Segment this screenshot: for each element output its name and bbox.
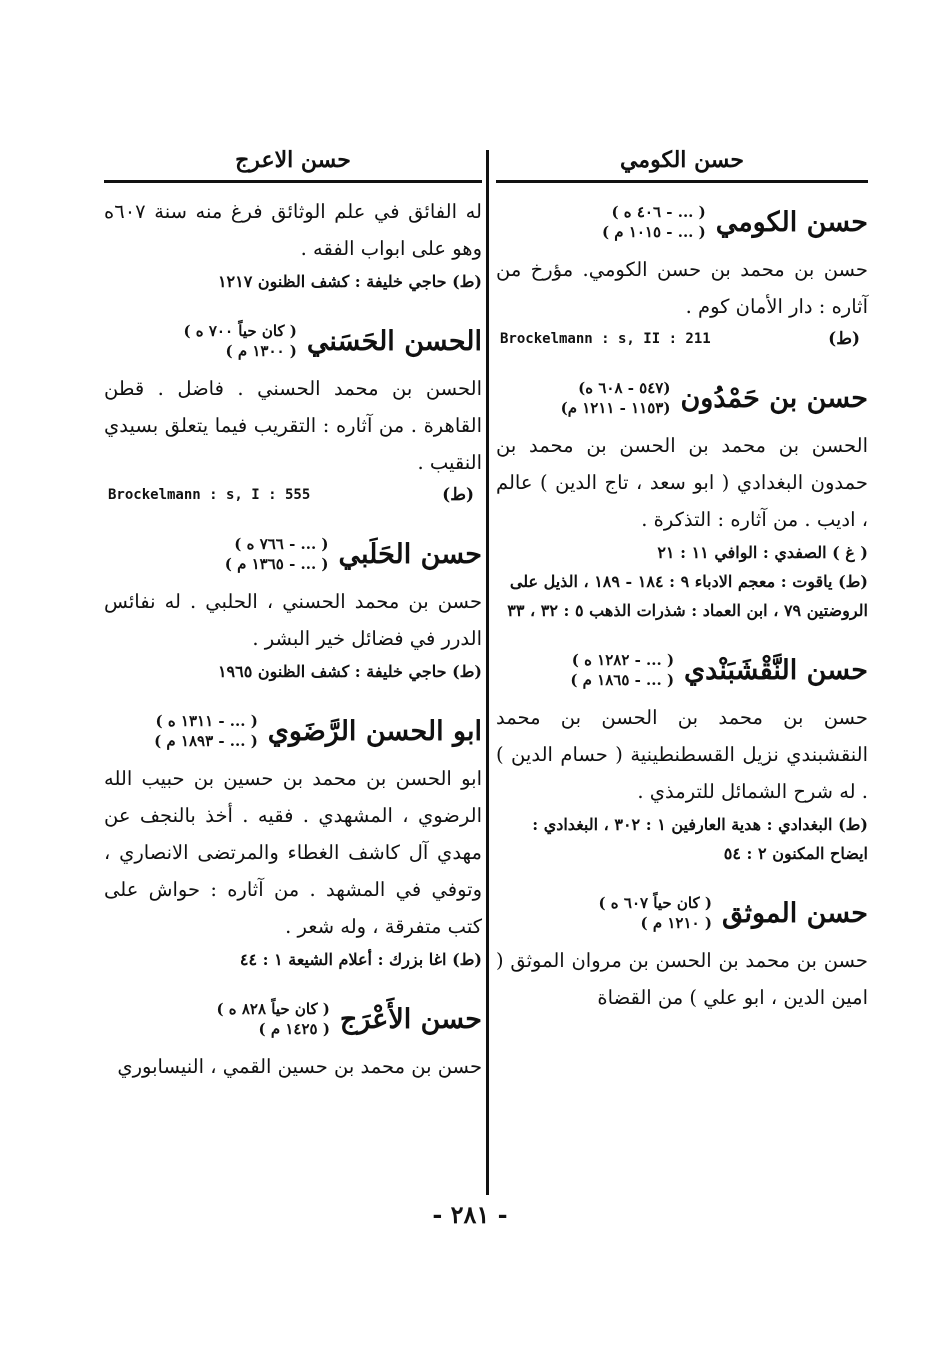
entry-dates xyxy=(225,534,329,574)
hijri-date: ( ... - ١٣١١ ه ) xyxy=(155,712,258,730)
entry-heading xyxy=(104,702,482,760)
source-reference: ( غ ) الصفدي : الوافي ١١ : ٢١ xyxy=(657,543,868,562)
hijri-date: ( ... - ١٢٨٢ ه ) xyxy=(571,651,675,669)
entry xyxy=(496,193,868,353)
entry-name: حسن النَّقْشَبَنْدي xyxy=(684,654,868,686)
entry-heading xyxy=(104,312,482,370)
entry xyxy=(496,641,868,868)
entry-dates xyxy=(561,378,671,418)
entry-heading xyxy=(496,369,868,427)
entry-body: الحسن بن محمد الحسني . فاضل . قطن القاهرة . من آثاره : التقريب فيما يتعلق بسيدي النقيب . xyxy=(104,377,482,474)
entry-dates xyxy=(598,893,711,933)
left-header-rule xyxy=(104,180,482,183)
column-divider xyxy=(486,150,489,1195)
gregorian-date: (١١٥٣ - ١٢١١ م) xyxy=(560,399,671,417)
entry-dates xyxy=(183,321,296,361)
source-reference: (ط) اغا بزرك : أعلام الشيعة ١ : ٤٤ xyxy=(239,950,482,969)
entry-heading xyxy=(104,990,482,1048)
source-reference xyxy=(104,481,482,509)
entry-dates xyxy=(216,999,329,1039)
entry-dates xyxy=(570,650,674,690)
entry-body: حسن بن محمد بن الحسن بن محمد النقشبندي نزيل القسطنطينية ( حسام الدين ) . له شرح الشمائل للترمذي . xyxy=(496,706,868,803)
right-column xyxy=(496,140,868,1032)
entry-heading xyxy=(496,193,868,251)
entry-heading xyxy=(104,525,482,583)
entry-name: ابو الحسن الرَّضَوي xyxy=(267,715,482,747)
left-running-head: حسن الاعرج xyxy=(235,147,351,173)
entry-body: حسن بن محمد الحسني ، الحلبي . له نفائس الدرر في فضائل خير البشر . xyxy=(104,590,482,650)
entry-name: حسن الكومي xyxy=(715,206,868,238)
entry-body: الحسن بن محمد بن الحسن بن محمد بن حمدون البغدادي ( ابو سعد ، تاج الدين ) عالم ، اديب . من آثاره : التذكرة . xyxy=(496,434,868,531)
reference-code: (ط) xyxy=(828,329,860,349)
gregorian-date: ( ... - ١٠١٥ م ) xyxy=(601,223,706,241)
source-reference xyxy=(496,325,868,353)
entry xyxy=(104,990,482,1085)
entry-body: له الفائق في علم الوثائق فرغ منه سنة ٦٠٧ه وهو على ابواب الفقه . xyxy=(104,200,482,260)
entry-continuation xyxy=(104,193,482,296)
entry-name: حسن الموثق xyxy=(721,897,868,929)
reference-code: (ط) xyxy=(442,485,474,505)
entry-heading xyxy=(496,884,868,942)
entry-dates xyxy=(602,202,706,242)
hijri-date: (٥٤٧ - ٦٠٨ ه) xyxy=(578,379,671,397)
entry-body: حسن بن محمد بن الحسن بن مروان الموثق ( امين الدين ، ابو علي ) من القضاة xyxy=(496,949,868,1009)
entry xyxy=(496,884,868,1016)
hijri-date: ( ... - ٤٠٦ ه ) xyxy=(611,203,706,221)
right-running-head: حسن الكومي xyxy=(619,147,745,173)
page-number: - ٢٨١ - xyxy=(432,1200,508,1229)
entry-body: حسن بن محمد بن حسين القمي ، النيسابوري xyxy=(117,1055,482,1078)
gregorian-date: ( ... - ١٨٩٣ م ) xyxy=(154,732,258,750)
entry-body: حسن بن محمد بن حسن الكومي. مؤرخ من آثاره : دار الأمان كوم . xyxy=(496,258,868,318)
source-reference: (ط) ياقوت : معجم الادباء ٩ : ١٨٤ - ١٨٩ ، الذيل على الروضتين ٧٩ ، ابن العماد : شذرات الذهب ٥ : ٣٢ ، ٣٣ xyxy=(507,572,868,620)
entry-heading xyxy=(496,641,868,699)
right-header-rule xyxy=(496,180,868,183)
latin-reference-text: Brockelmann : s, I : 555 xyxy=(108,487,311,503)
gregorian-date: ( ... - ١٣٦٥ م ) xyxy=(224,555,329,573)
source-reference: (ط) حاجي خليفة : كشف الظنون ١٢١٧ xyxy=(217,272,482,291)
source-reference: (ط) البغدادي : هدية العارفين ١ : ٣٠٢ ، البغدادي : ايضاح المكنون ٢ : ٥٤ xyxy=(532,815,868,863)
entry xyxy=(104,312,482,509)
entry-name: حسن الأَعْرَج xyxy=(339,1003,482,1035)
gregorian-date: ( ١٤٢٥ م ) xyxy=(258,1020,330,1038)
source-reference: (ط) حاجي خليفة : كشف الظنون ١٩٦٥ xyxy=(217,662,482,681)
entry xyxy=(104,525,482,686)
entry-dates xyxy=(154,711,258,751)
gregorian-date: ( ... - ١٨٦٥ م ) xyxy=(570,671,675,689)
entry xyxy=(496,369,868,625)
left-column xyxy=(104,140,482,1101)
entry-name: حسن الحَلَبي xyxy=(338,538,482,570)
entry xyxy=(104,702,482,974)
hijri-date: ( كان حياً ٨٢٨ ه ) xyxy=(216,1000,330,1018)
latin-reference-text: Brockelmann : s, II : 211 xyxy=(500,331,711,347)
hijri-date: ( كان حياً ٦٠٧ ه ) xyxy=(598,894,712,912)
entry-name: الحسن الحَسَني xyxy=(306,325,482,357)
gregorian-date: ( ١٢١٠ م ) xyxy=(640,914,712,932)
hijri-date: ( كان حياً ٧٠٠ ه ) xyxy=(183,322,297,340)
entry-name: حسن بن حَمْدُون xyxy=(680,382,868,414)
gregorian-date: ( ١٣٠٠ م ) xyxy=(225,342,297,360)
entry-body: ابو الحسن بن محمد بن حسين بن حبيب الله الرضوي ، المشهدي . فقيه . أخذ بالنجف عن مهدي آل كاشف الغطاء والمرتضى الانصاري ، وتوفي في المشهد . من آثاره : حواش على كتب متفرقة ، وله شعر . xyxy=(104,767,482,938)
hijri-date: ( ... - ٧٦٦ ه ) xyxy=(234,535,329,553)
